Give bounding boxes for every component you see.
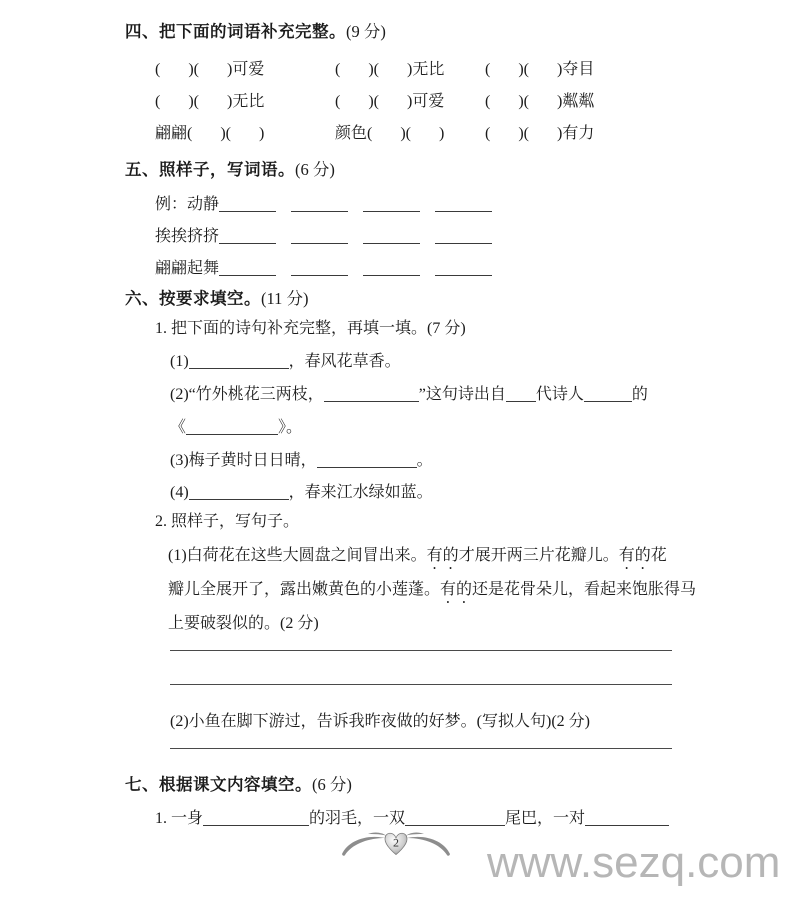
text-segment: 尾巴，一对	[505, 810, 586, 827]
word-blank-cell: ( )( )夺目	[485, 61, 595, 78]
text-segment: 有的	[426, 547, 459, 564]
text-segment: 挨挨挤挤	[155, 228, 220, 245]
ornament-flourish	[340, 829, 452, 859]
word-pattern-row-1	[155, 226, 507, 248]
word-blank-cell: ( )( )可爱	[335, 93, 445, 110]
text-segment: (1)	[170, 353, 189, 370]
section-5-heading	[125, 159, 335, 181]
blank-underline	[291, 261, 348, 276]
text-segment: (4)	[170, 484, 189, 501]
page-number: 2	[393, 835, 399, 850]
blank-underline	[363, 229, 420, 244]
section-7-score: (6 分)	[312, 775, 352, 794]
blank-underline	[219, 261, 276, 276]
word-blank-cell: ( )( )无比	[155, 93, 265, 110]
section-4-score: (9 分)	[346, 22, 386, 41]
blank-underline	[317, 453, 417, 468]
text-segment: 翩翩起舞	[155, 260, 220, 277]
blank-underline	[219, 197, 276, 212]
text-segment: (3)梅子黄时日日晴，	[170, 452, 317, 469]
section-6-title: 六、按要求填空。	[125, 289, 261, 308]
word-blank-cell: ( )( )无比	[335, 61, 445, 78]
section-4-heading	[125, 21, 386, 43]
blank-underline	[435, 197, 492, 212]
page-ornament	[340, 829, 452, 864]
poem-line-1	[170, 351, 401, 373]
section-7-heading	[125, 774, 352, 796]
blank-underline	[363, 197, 420, 212]
word-pattern-row-example	[155, 194, 507, 216]
text-segment: 例：动静	[155, 196, 220, 213]
text-segment: 1. 一身	[155, 810, 204, 827]
example-sentence-line-2	[168, 579, 696, 607]
word-blank-cell: ( )( )有力	[485, 125, 595, 142]
site-watermark: www.sezq.com	[487, 838, 781, 887]
section-6-item-2: 2. 照样子，写句子。	[155, 513, 300, 530]
text-segment: 的羽毛，一双	[309, 810, 406, 827]
poem-line-4	[170, 482, 433, 504]
blank-underline	[324, 387, 419, 402]
text-segment: 有的	[440, 581, 473, 598]
answer-line-1	[170, 650, 672, 651]
word-blank-cell: 颜色( )( )	[335, 125, 445, 142]
section-6-item-1: 1. 把下面的诗句补充完整，再填一填。(7 分)	[155, 320, 466, 337]
word-blank-cell: 翩翩( )( )	[155, 125, 265, 142]
example-sentence-line-1	[168, 545, 667, 573]
text-segment: 的	[631, 386, 648, 403]
fill-in-line-1	[155, 808, 669, 830]
text-segment: 花	[650, 547, 667, 564]
blank-underline	[189, 485, 289, 500]
word-pattern-row-2	[155, 258, 507, 280]
text-segment: 《	[170, 419, 187, 436]
word-blank-cell: ( )( )粼粼	[485, 93, 595, 110]
text-segment: ，春来江水绿如蓝。	[288, 484, 433, 501]
blank-underline	[506, 387, 536, 402]
question-2-sentence: (2)小鱼在脚下游过，告诉我昨夜做的好梦。(写拟人句)(2 分)	[170, 713, 590, 730]
text-segment: 。	[416, 452, 433, 469]
poem-line-2-continued	[170, 417, 302, 439]
blank-underline	[186, 420, 278, 435]
section-5-title: 五、照样子，写词语。	[125, 160, 295, 179]
text-segment: ，春风花草香。	[288, 353, 401, 370]
text-segment: 才展开两三片花瓣儿。	[458, 547, 619, 564]
blank-underline	[219, 229, 276, 244]
text-segment: 有的	[618, 547, 651, 564]
text-segment: ”这句诗出自	[418, 386, 506, 403]
answer-line-2	[170, 684, 672, 685]
section-6-heading	[125, 288, 309, 310]
text-segment: (2)“竹外桃花三两枝，	[170, 386, 324, 403]
word-completion-row-1	[155, 59, 594, 81]
word-blank-cell: ( )( )可爱	[155, 61, 265, 78]
blank-underline	[405, 811, 505, 826]
word-completion-row-2	[155, 91, 594, 113]
blank-underline	[291, 229, 348, 244]
blank-underline	[189, 354, 289, 369]
answer-line-3	[170, 748, 672, 749]
poem-line-3	[170, 450, 433, 472]
text-segment: (1)白荷花在这些大圆盘之间冒出来。	[168, 547, 427, 564]
text-segment: 瓣儿全展开了，露出嫩黄色的小莲蓬。	[168, 581, 441, 598]
blank-underline	[291, 197, 348, 212]
text-segment: 上要破裂似的。(2 分)	[168, 615, 319, 632]
section-4-title: 四、把下面的词语补充完整。	[125, 22, 346, 41]
section-5-score: (6 分)	[295, 160, 335, 179]
poem-line-2	[170, 384, 648, 406]
word-completion-row-3	[155, 123, 594, 145]
example-sentence-line-3	[168, 613, 319, 635]
blank-underline	[584, 387, 632, 402]
text-segment: 》。	[278, 419, 303, 436]
blank-underline	[435, 229, 492, 244]
section-7-title: 七、根据课文内容填空。	[125, 775, 312, 794]
section-6-score: (11 分)	[261, 289, 309, 308]
blank-underline	[363, 261, 420, 276]
blank-underline	[435, 261, 492, 276]
text-segment: 代诗人	[535, 386, 584, 403]
blank-underline	[203, 811, 309, 826]
blank-underline	[585, 811, 669, 826]
text-segment: 还是花骨朵儿，看起来饱胀得马	[472, 581, 697, 598]
